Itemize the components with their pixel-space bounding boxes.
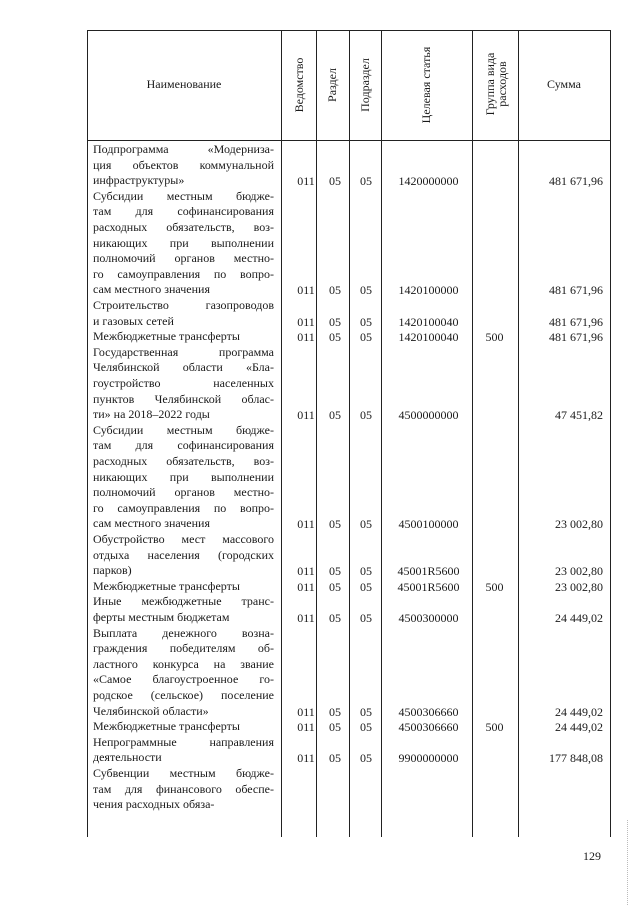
name-line: полномочий органов местно- <box>93 251 274 266</box>
header-group-line: Группа вида <box>483 52 497 116</box>
cell-dept: 011 <box>297 283 315 298</box>
table-row-name <box>93 579 274 595</box>
table-border-right <box>610 30 611 837</box>
cell-subsection: 05 <box>360 408 372 423</box>
cell-sum: 481 671,96 <box>549 174 603 189</box>
name-line: Непрограммные направления <box>93 734 274 749</box>
name-line: ферты местным бюджетам <box>93 609 230 624</box>
cell-section: 05 <box>329 720 341 735</box>
cell-group: 500 <box>485 720 504 735</box>
table-row-name <box>93 423 274 532</box>
cell-section: 05 <box>329 579 341 594</box>
name-line: Межбюджетные трансферты <box>93 329 240 344</box>
table-row-name <box>93 189 274 298</box>
name-line: Выплата денежного возна- <box>93 625 274 640</box>
table-row-name <box>93 719 274 735</box>
header-group-line: расходов <box>495 61 509 107</box>
cell-section: 05 <box>329 283 341 298</box>
header-dept: Ведомство <box>292 57 306 113</box>
cell-sum: 47 451,82 <box>555 408 603 423</box>
cell-sum: 23 002,80 <box>555 517 603 532</box>
cell-target: 9900000000 <box>398 751 459 766</box>
cell-subsection: 05 <box>360 704 372 719</box>
cell-target: 45001R5600 <box>397 579 460 594</box>
cell-section: 05 <box>329 751 341 766</box>
name-line: Субвенции местным бюдже- <box>93 766 274 780</box>
table-border-top <box>87 30 610 31</box>
cell-target: 4500306660 <box>398 704 459 719</box>
cell-section: 05 <box>329 704 341 719</box>
cell-subsection: 05 <box>360 564 372 579</box>
cell-subsection: 05 <box>360 517 372 532</box>
cell-target: 4500000000 <box>398 408 459 423</box>
cell-sum: 24 449,02 <box>555 704 603 719</box>
name-line: там для финансового обеспе- <box>93 781 274 796</box>
table-border-left <box>87 30 88 837</box>
name-line: чения расходных обяза- <box>93 797 215 812</box>
cell-dept: 011 <box>297 517 315 532</box>
cell-section: 05 <box>329 408 341 423</box>
table-row-name <box>93 329 274 345</box>
cell-dept: 011 <box>297 611 315 625</box>
name-line: Обустройство мест массового <box>93 532 274 546</box>
cell-group: 500 <box>485 330 504 345</box>
cell-sum: 24 449,02 <box>555 720 603 735</box>
cell-section: 05 <box>329 564 341 579</box>
cell-target: 4500100000 <box>398 517 459 532</box>
cell-dept: 011 <box>297 579 315 594</box>
header-divider <box>87 140 610 141</box>
cell-dept: 011 <box>297 314 315 329</box>
cell-sum: 177 848,08 <box>549 751 603 766</box>
table-row-name <box>93 626 274 720</box>
name-line: Межбюджетные трансферты <box>93 719 240 734</box>
name-line: ластного конкурса на звание <box>93 656 274 671</box>
name-line: полномочий органов местно- <box>93 485 274 500</box>
page-number: 129 <box>583 849 601 863</box>
name-line: го самоуправления по вопро- <box>93 266 274 281</box>
header-sum: Сумма <box>547 77 581 91</box>
name-line: деятельности <box>93 750 162 765</box>
header-section: Раздел <box>325 68 339 102</box>
cell-sum: 481 671,96 <box>549 314 603 329</box>
cell-section: 05 <box>329 314 341 329</box>
table-row-name <box>93 766 274 813</box>
table-row-name <box>93 594 274 625</box>
cell-target: 1420100040 <box>398 314 459 329</box>
name-line: Субсидии местным бюдже- <box>93 422 274 437</box>
name-line: расходных обязательств, воз- <box>93 453 274 468</box>
name-line: отдыха населения (городских <box>93 547 274 562</box>
column-divider <box>281 30 282 837</box>
name-line: никающих при выполнении <box>93 469 274 484</box>
name-line: Строительство газопроводов <box>93 298 274 312</box>
header-name: Наименование <box>146 77 222 91</box>
name-line: граждения победителям об- <box>93 641 274 656</box>
header-group <box>484 39 508 129</box>
cell-sum: 23 002,80 <box>555 579 603 594</box>
cell-dept: 011 <box>297 720 315 735</box>
cell-target: 1420100040 <box>398 330 459 345</box>
cell-target: 4500306660 <box>398 720 459 735</box>
name-line: сам местного значения <box>93 282 210 297</box>
name-line: го самоуправления по вопро- <box>93 500 274 515</box>
cell-subsection: 05 <box>360 314 372 329</box>
cell-subsection: 05 <box>360 174 372 189</box>
table-row-name <box>93 532 274 579</box>
cell-dept: 011 <box>297 751 315 766</box>
name-line: там для софинансирования <box>93 204 274 219</box>
cell-sum: 481 671,96 <box>549 283 603 298</box>
cell-target: 4500300000 <box>398 611 459 625</box>
name-line: Межбюджетные трансферты <box>93 578 240 593</box>
name-line: инфраструктуры» <box>93 173 185 188</box>
header-subsection: Подраздел <box>358 58 372 112</box>
name-line: ти» на 2018–2022 годы <box>93 407 210 422</box>
cell-subsection: 05 <box>360 720 372 735</box>
name-line: ция объектов коммунальной <box>93 157 274 172</box>
name-line: Государственная программа <box>93 344 274 359</box>
name-line: Челябинской области «Бла- <box>93 360 274 375</box>
cell-dept: 011 <box>297 174 315 189</box>
cell-subsection: 05 <box>360 579 372 594</box>
name-line: гоустройство населенных <box>93 375 274 390</box>
cell-target: 1420000000 <box>398 174 459 189</box>
name-line: Подпрограмма «Модерниза- <box>93 142 274 156</box>
name-line: «Самое благоустроенное го- <box>93 672 274 687</box>
table-row-name <box>93 345 274 423</box>
cell-dept: 011 <box>297 330 315 345</box>
cell-subsection: 05 <box>360 330 372 345</box>
name-line: сам местного значения <box>93 516 210 531</box>
scan-edge <box>627 820 628 905</box>
name-line: Иные межбюджетные транс- <box>93 594 274 609</box>
cell-sum: 23 002,80 <box>555 564 603 579</box>
cell-target: 45001R5600 <box>397 564 460 579</box>
cell-subsection: 05 <box>360 611 372 625</box>
cell-subsection: 05 <box>360 283 372 298</box>
cell-section: 05 <box>329 517 341 532</box>
cell-sum: 24 449,02 <box>555 611 603 625</box>
name-line: расходных обязательств, воз- <box>93 219 274 234</box>
header-target: Целевая статья <box>419 46 433 124</box>
name-line: там для софинансирования <box>93 438 274 453</box>
cell-section: 05 <box>329 330 341 345</box>
cell-section: 05 <box>329 174 341 189</box>
name-line: Субсидии местным бюдже- <box>93 188 274 203</box>
cell-section: 05 <box>329 611 341 625</box>
cell-target: 1420100000 <box>398 283 459 298</box>
cell-dept: 011 <box>297 704 315 719</box>
name-line: парков) <box>93 563 132 578</box>
table-row-name <box>93 298 274 329</box>
table-row-name <box>93 142 274 189</box>
table-row-name <box>93 735 274 766</box>
name-line: Челябинской области» <box>93 703 209 718</box>
cell-dept: 011 <box>297 408 315 423</box>
name-line: пунктов Челябинской облас- <box>93 391 274 406</box>
cell-subsection: 05 <box>360 751 372 766</box>
cell-dept: 011 <box>297 564 315 579</box>
name-line: никающих при выполнении <box>93 235 274 250</box>
cell-sum: 481 671,96 <box>549 330 603 345</box>
cell-group: 500 <box>485 579 504 594</box>
name-line: родское (сельское) поселение <box>93 687 274 702</box>
name-line: и газовых сетей <box>93 313 174 328</box>
